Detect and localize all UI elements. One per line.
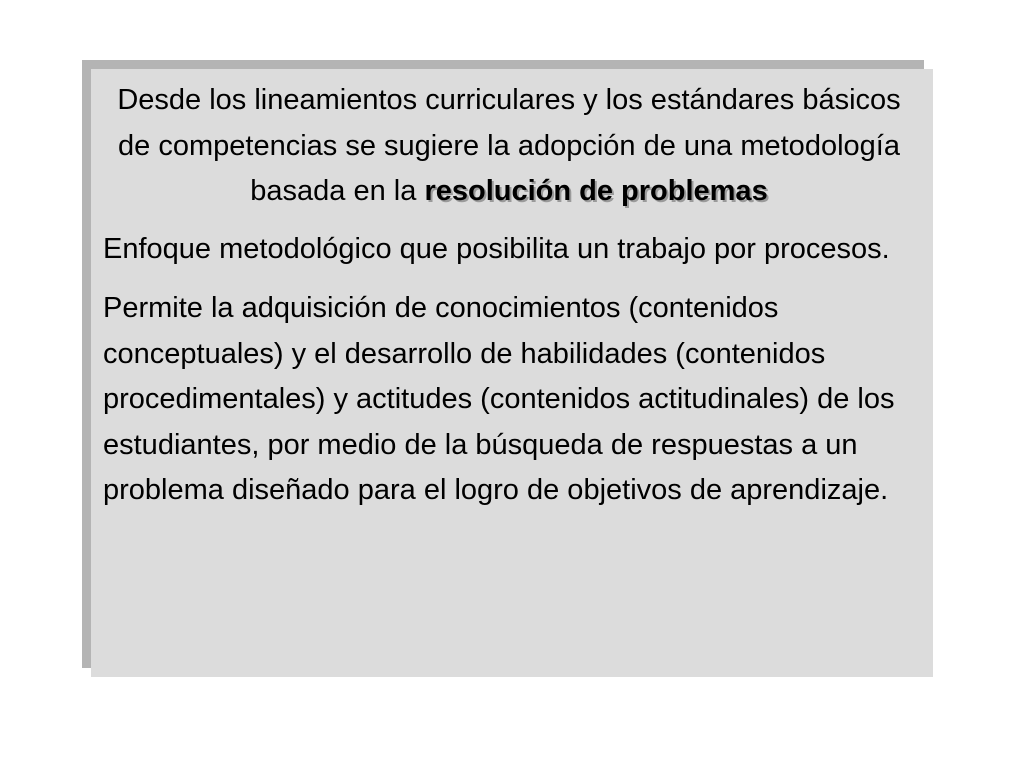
text-box: [91, 69, 933, 677]
intro-text: Desde los lineamientos curriculares y los estándares básicos de competencias se sugiere la adopción de una metodología basada en la: [117, 84, 901, 207]
methodology-paragraph: Enfoque metodológico que posibilita un trabajo por procesos.: [103, 232, 890, 265]
description-paragraph: Permite la adquisición de conocimientos (contenidos conceptuales) y el desarrollo de habilidades (contenidos procedimentales) y actitudes (contenidos actitudinales) de los estudiantes, por medio de la búsqueda de respuestas a un problema diseñado para el logro de objetivos de aprendizaje.: [103, 292, 895, 506]
intro-paragraph: [103, 78, 915, 215]
intro-emphasis: resolución de problemas: [424, 175, 768, 207]
